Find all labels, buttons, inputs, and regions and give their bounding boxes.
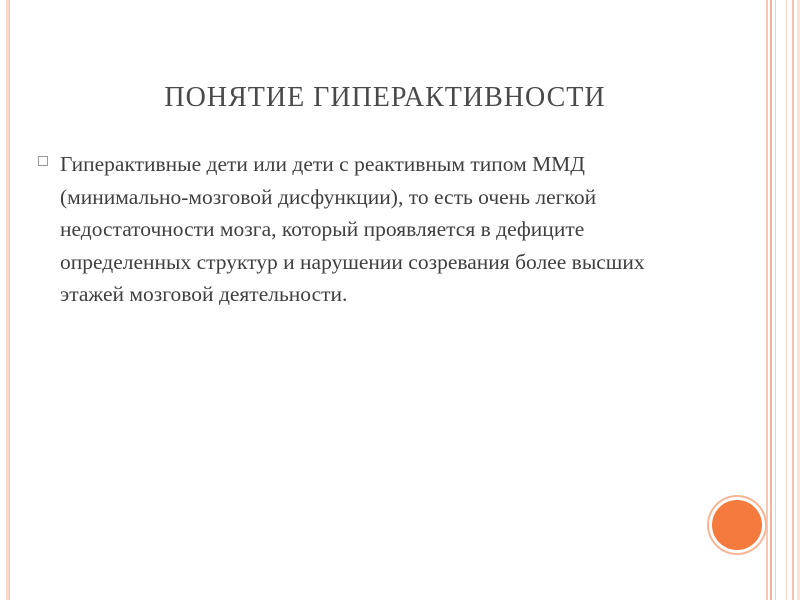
square-bullet-icon (38, 156, 48, 166)
orange-circle-icon (712, 500, 762, 550)
bullet-item (38, 148, 678, 311)
left-frame-decoration (0, 0, 10, 600)
bullet-text: Гиперактивные дети или дети с реактивным типом ММД (минимально-мозговой дисфункции), то есть очень легкой недостаточности мозга, который проявляется в дефиците определенных структур и нарушении созревания более высших этажей мозговой деятельности. (60, 152, 645, 306)
slide-title: ПОНЯТИЕ ГИПЕРАКТИВНОСТИ (164, 82, 606, 113)
right-frame-decoration (766, 0, 800, 600)
